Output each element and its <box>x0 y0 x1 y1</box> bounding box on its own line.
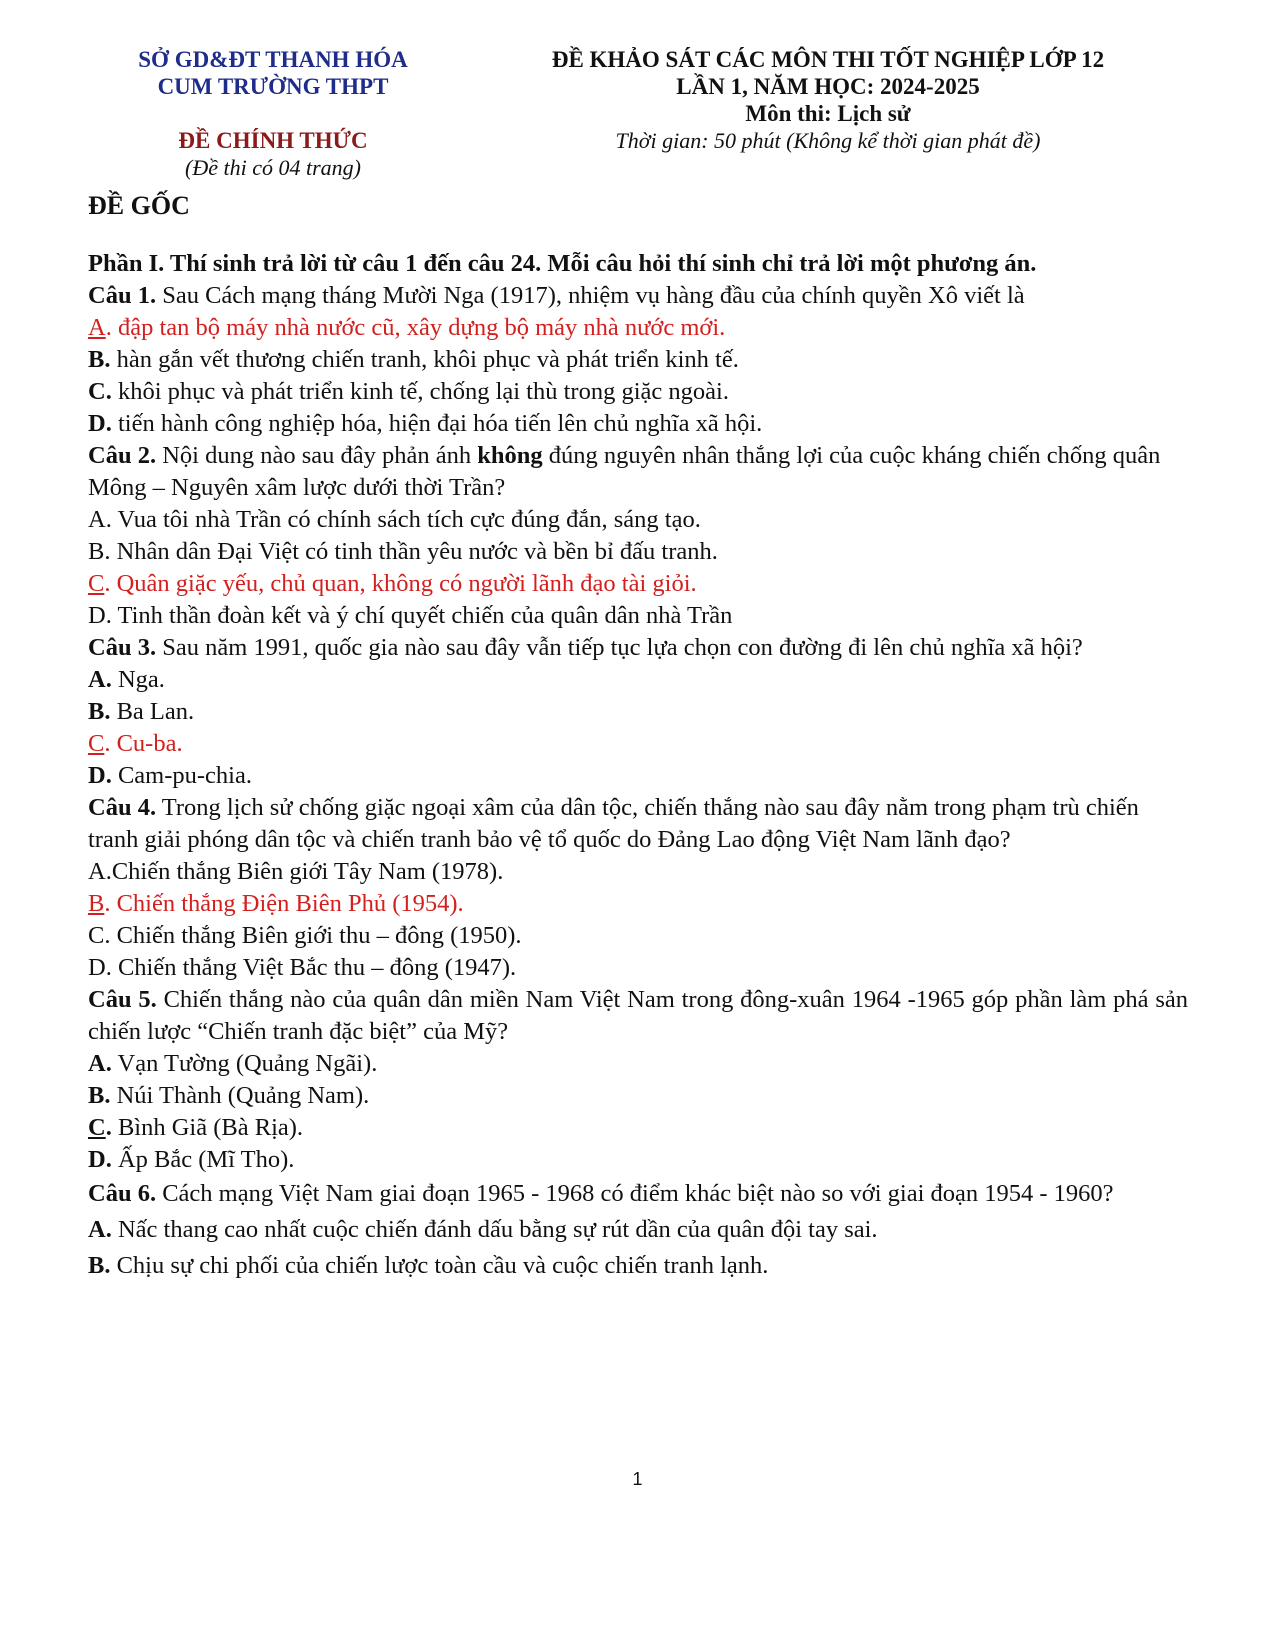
option-1a: A. đập tan bộ máy nhà nước cũ, xây dựng bộ máy nhà nước mới. <box>88 314 726 341</box>
option-2c: C. Quân giặc yếu, chủ quan, không có người lãnh đạo tài giỏi. <box>88 570 697 597</box>
exam-session: LẦN 1, NĂM HỌC: 2024-2025 <box>676 74 980 99</box>
question-label: Câu 1. <box>88 282 157 309</box>
option-1b: B. hàn gắn vết thương chiến tranh, khôi phục và phát triển kinh tế. <box>88 346 739 373</box>
option-3d: D. Cam-pu-chia. <box>88 762 252 789</box>
question-2: Câu 2. Nội dung nào sau đây phản ánh không đúng nguyên nhân thắng lợi của cuộc kháng chiến chống quân Mông – Nguyên xâm lược dưới thời Trần? <box>88 442 1161 501</box>
option-5d: D. Ấp Bắc (Mĩ Tho). <box>88 1146 295 1173</box>
exam-time: Thời gian: 50 phút (Không kể thời gian phát đề) <box>615 128 1041 153</box>
option-3c: C. Cu-ba. <box>88 730 183 757</box>
option-5a: A. Vạn Tường (Quảng Ngãi). <box>88 1050 378 1077</box>
option-3b: B. Ba Lan. <box>88 698 195 725</box>
question-4: Câu 4. Trong lịch sử chống giặc ngoại xâm của dân tộc, chiến thắng nào sau đây nằm trong phạm trù chiến tranh giải phóng dân tộc và chiến tranh bảo vệ tổ quốc do Đảng Lao động Việt Nam lãnh đạo? <box>88 794 1139 853</box>
option-4b: B. Chiến thắng Điện Biên Phủ (1954). <box>88 890 464 917</box>
option-4d: D. Chiến thắng Việt Bắc thu – đông (1947). <box>88 954 517 981</box>
exam-body <box>88 248 1188 1284</box>
question-1 <box>88 280 1188 312</box>
department-name: SỞ GD&ĐT THANH HÓA <box>138 47 408 72</box>
school-cluster: CUM TRƯỜNG THPT <box>157 74 389 99</box>
question-text: Sau Cách mạng tháng Mười Nga (1917), nhiệm vụ hàng đầu của chính quyền Xô viết là <box>156 282 1025 309</box>
official-label: ĐỀ CHÍNH THỨC <box>178 128 368 153</box>
header-right <box>468 46 1188 154</box>
option-6b: B. Chịu sự chi phối của chiến lược toàn cầu và cuộc chiến tranh lạnh. <box>88 1252 769 1279</box>
page-number: 1 <box>632 1469 643 1489</box>
option-1d: D. tiến hành công nghiệp hóa, hiện đại hóa tiến lên chủ nghĩa xã hội. <box>88 410 763 437</box>
question-label: Câu 5. <box>88 986 157 1013</box>
question-6: Câu 6. Cách mạng Việt Nam giai đoạn 1965 - 1968 có điểm khác biệt nào so với giai đoạn 1954 - 1960? <box>88 1180 1114 1207</box>
question-label: Câu 6. <box>88 1180 157 1207</box>
option-2b: B. Nhân dân Đại Việt có tinh thần yêu nước và bền bỉ đấu tranh. <box>88 538 718 565</box>
header-left <box>88 46 458 181</box>
part-heading: Phần I. Thí sinh trả lời từ câu 1 đến câu 24. Mỗi câu hỏi thí sinh chỉ trả lời một phương án. <box>88 250 1037 277</box>
question-label: Câu 2. <box>88 442 157 469</box>
option-5c: C. Bình Giã (Bà Rịa). <box>88 1114 304 1141</box>
option-3a: A. Nga. <box>88 666 165 693</box>
question-5: Câu 5. Chiến thắng nào của quân dân miền Nam Việt Nam trong đông-xuân 1964 -1965 góp phần làm phá sản chiến lược “Chiến tranh đặc biệt” của Mỹ? <box>88 986 1188 1045</box>
option-5b: B. Núi Thành (Quảng Nam). <box>88 1082 370 1109</box>
option-2d: D. Tinh thần đoàn kết và ý chí quyết chiến của quân dân nhà Trần <box>88 602 733 629</box>
page-count-note: (Đề thi có 04 trang) <box>185 155 361 180</box>
option-4c: C. Chiến thắng Biên giới thu – đông (1950). <box>88 922 522 949</box>
option-2a: A. Vua tôi nhà Trần có chính sách tích cực đúng đắn, sáng tạo. <box>88 506 701 533</box>
question-3: Câu 3. Sau năm 1991, quốc gia nào sau đây vẫn tiếp tục lựa chọn con đường đi lên chủ nghĩa xã hội? <box>88 634 1083 661</box>
option-1c: C. khôi phục và phát triển kinh tế, chống lại thù trong giặc ngoài. <box>88 378 729 405</box>
option-6a: A. Nấc thang cao nhất cuộc chiến đánh dấu bằng sự rút dần của quân đội tay sai. <box>88 1216 878 1243</box>
version-label: ĐỀ GỐC <box>88 191 190 220</box>
question-label: Câu 3. <box>88 634 157 661</box>
exam-subject: Môn thi: Lịch sử <box>745 101 911 126</box>
option-4a: A.Chiến thắng Biên giới Tây Nam (1978). <box>88 858 504 885</box>
exam-title: ĐỀ KHẢO SÁT CÁC MÔN THI TỐT NGHIỆP LỚP 12 <box>551 47 1105 72</box>
question-label: Câu 4. <box>88 794 157 821</box>
